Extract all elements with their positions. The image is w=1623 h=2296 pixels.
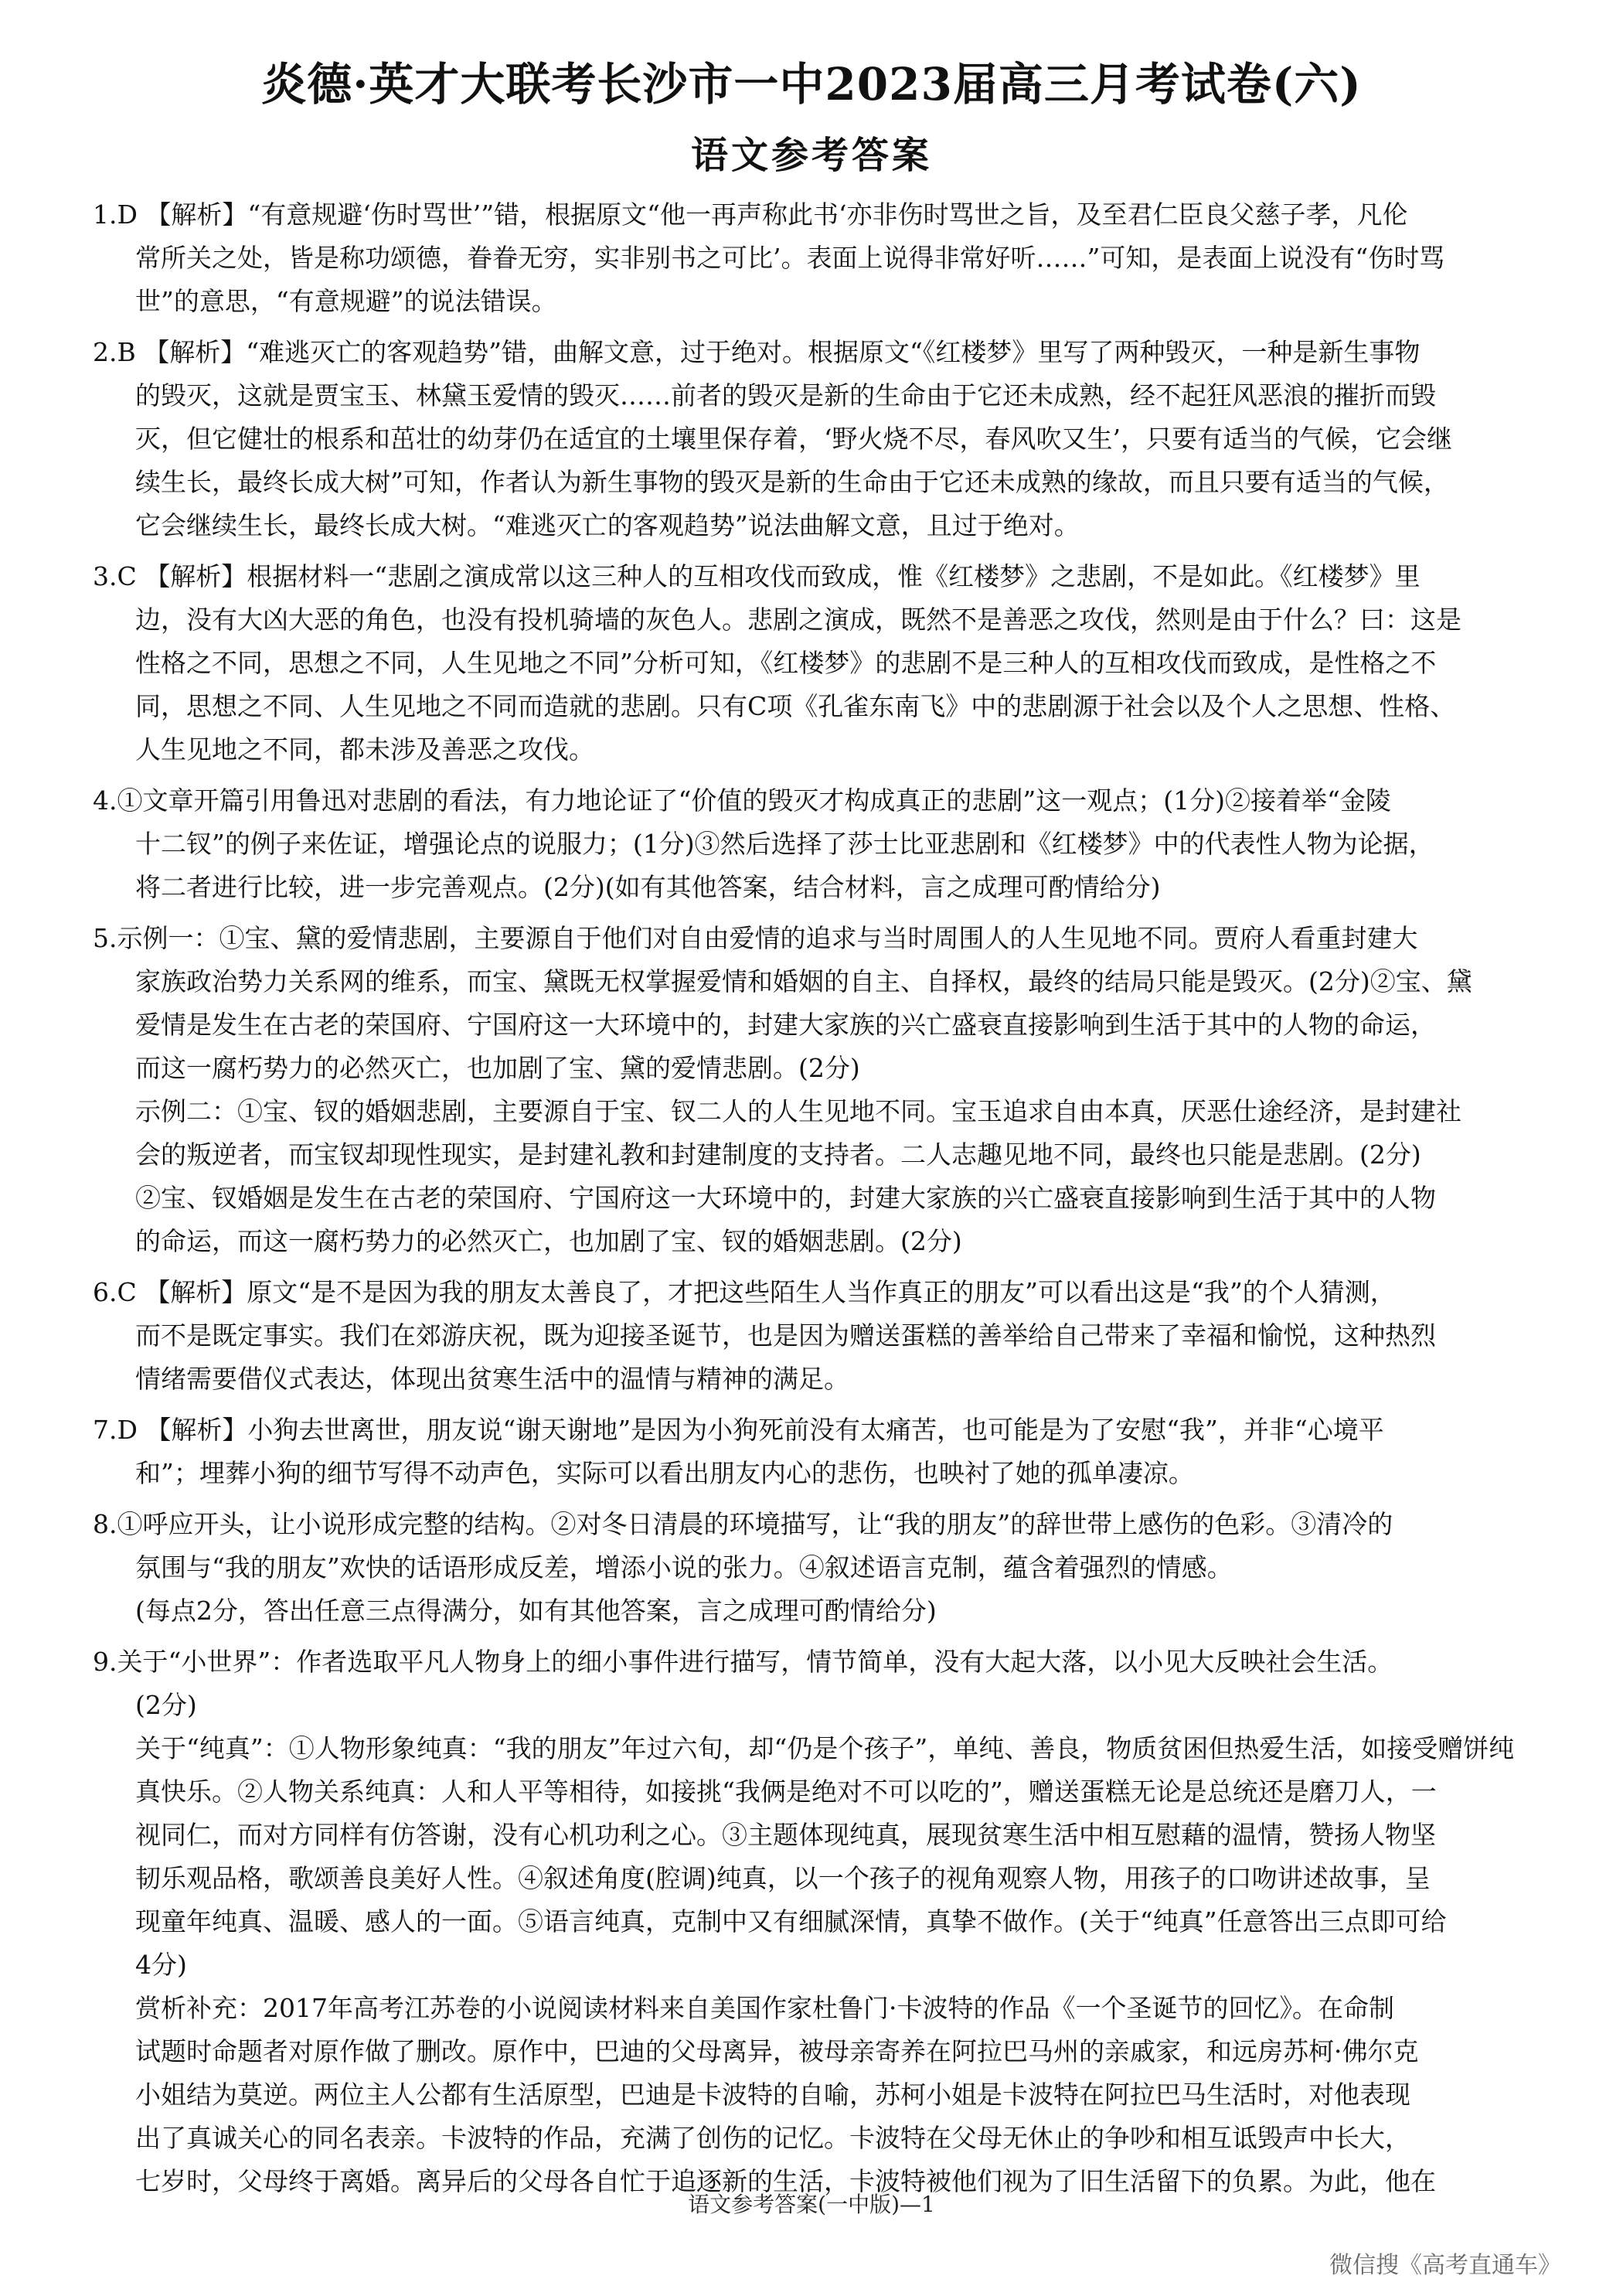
answer-line: 试题时命题者对原作做了删改。原作中，巴迪的父母离异，被母亲寄养在阿拉巴马州的亲戚家，和远房苏柯·佛尔克 xyxy=(135,2036,1419,2066)
answer-line: 7.D 【解析】小狗去世离世，朋友说“谢天谢地”是因为小狗死前没有太痛苦，也可能是为了安慰“我”，并非“心境平 xyxy=(93,1415,1384,1445)
answer-line: 真快乐。②人物关系纯真：人和人平等相待，如接挑“我俩是绝对不可以吃的”，赠送蛋糕无论是总统还是磨刀人，一 xyxy=(135,1777,1437,1807)
answer-line: 世”的意思，“有意规避”的说法错误。 xyxy=(135,286,557,316)
answer-9 xyxy=(93,1640,1546,2203)
answer-line: 5.示例一：①宝、黛的爱情悲剧，主要源自于他们对自由爱情的追求与当时周围人的人生见地不同。贾府人看重封建大 xyxy=(93,923,1418,953)
answer-line: 七岁时，父母终于离婚。离异后的父母各自忙于追逐新的生活，卡波特被他们视为了旧生活留下的负累。为此，他在 xyxy=(135,2166,1436,2196)
answer-line: 3.C 【解析】根据材料一“悲剧之演成常以这三种人的互相攻伐而致成，惟《红楼梦》之悲剧，不是如此。《红楼梦》里 xyxy=(93,561,1421,591)
answer-line: (2分) xyxy=(135,1690,197,1720)
answer-line: 赏析补充：2017年高考江苏卷的小说阅读材料来自美国作家杜鲁门·卡波特的作品《一个圣诞节的回忆》。在命制 xyxy=(135,1993,1394,2023)
answer-line: 9.关于“小世界”：作者选取平凡人物身上的细小事件进行描写，情节简单，没有大起大落，以小见大反映社会生活。 xyxy=(93,1647,1393,1677)
answer-5 xyxy=(93,917,1546,1263)
answer-line: 示例二：①宝、钗的婚姻悲剧，主要源自于宝、钗二人的人生见地不同。宝玉追求自由本真，厌恶仕途经济，是封建社 xyxy=(135,1096,1461,1126)
page-subtitle: 语文参考答案 xyxy=(690,134,932,177)
answer-line: 8.①呼应开头，让小说形成完整的结构。②对冬日清晨的环境描写，让“我的朋友”的辞世带上感伤的色彩。③清冷的 xyxy=(93,1509,1393,1539)
answer-line: 同，思想之不同、人生见地之不同而造就的悲剧。只有C项《孔雀东南飞》中的悲剧源于社会以及个人之思想、性格、 xyxy=(135,691,1456,721)
answer-line: 会的叛逆者，而宝钗却现性现实，是封建礼教和封建制度的支持者。二人志趣见地不同，最终也只能是悲剧。(2分) xyxy=(135,1139,1421,1170)
page-footer: 语文参考答案(一中版)—1 xyxy=(688,2192,935,2217)
answers-list xyxy=(93,193,1546,2211)
answer-line: 出了真诚关心的同名表亲。卡波特的作品，充满了创伤的记忆。卡波特在父母无休止的争吵和相互诋毁声中长大， xyxy=(135,2123,1410,2153)
answer-line: 情绪需要借仪式表达，体现出贫寒生活中的温情与精神的满足。 xyxy=(135,1364,849,1394)
answer-line: 续生长，最终长成大树”可知，作者认为新生事物的毁灭是新的生命由于它还未成熟的缘故，而且只要有适当的气候， xyxy=(135,467,1449,497)
answer-line: 4.①文章开篇引用鲁迅对悲剧的看法，有力地论证了“价值的毁灭才构成真正的悲剧”这一观点；(1分)②接着举“金陵 xyxy=(93,785,1391,816)
answer-line: 2.B 【解析】“难逃灭亡的客观趋势”错，曲解文意，过于绝对。根据原文“《红楼梦》里写了两种毁灭，一种是新生事物 xyxy=(93,337,1421,367)
answer-line: 爱情是发生在古老的荣国府、宁国府这一大环境中的，封建大家族的兴亡盛衰直接影响到生活于其中的人物的命运， xyxy=(135,1010,1436,1040)
answer-line: 的命运，而这一腐朽势力的必然灭亡，也加剧了宝、钗的婚姻悲剧。(2分) xyxy=(135,1226,962,1256)
watermark: 微信搜《高考直通车》 xyxy=(1329,2252,1561,2279)
answer-line: 将二者进行比较，进一步完善观点。(2分)(如有其他答案，结合材料，言之成理可酌情给分) xyxy=(135,872,1161,902)
answer-line: 6.C 【解析】原文“是不是因为我的朋友太善良了，才把这些陌生人当作真正的朋友”可以看出这是“我”的个人猜测， xyxy=(93,1277,1396,1307)
answer-line: 常所关之处，皆是称功颂德，眷眷无穷，实非别书之可比’。表面上说得非常好听……”可知，是表面上说没有“伤时骂 xyxy=(135,243,1445,273)
answer-1 xyxy=(93,193,1546,323)
answer-line: (每点2分，答出任意三点得满分，如有其他答案，言之成理可酌情给分) xyxy=(135,1596,937,1626)
answer-line: 4分) xyxy=(135,1950,187,1980)
answer-4 xyxy=(93,779,1546,909)
answer-line: 和”；埋葬小狗的细节写得不动声色，实际可以看出朋友内心的悲伤，也映衬了她的孤单凄凉。 xyxy=(135,1458,1194,1488)
answer-line: 而不是既定事实。我们在郊游庆祝，既为迎接圣诞节，也是因为赠送蛋糕的善举给自己带来了幸福和愉悦，这种热烈 xyxy=(135,1320,1436,1351)
answer-line: 家族政治势力关系网的维系，而宝、黛既无权掌握爱情和婚姻的自主、自择权，最终的结局只能是毁灭。(2分)②宝、黛 xyxy=(135,966,1472,996)
answer-8 xyxy=(93,1503,1546,1633)
answer-line: 而这一腐朽势力的必然灭亡，也加剧了宝、黛的爱情悲剧。(2分) xyxy=(135,1053,860,1083)
answer-3 xyxy=(93,555,1546,772)
answer-line: ②宝、钗婚姻是发生在古老的荣国府、宁国府这一大环境中的，封建大家族的兴亡盛衰直接影响到生活于其中的人物 xyxy=(135,1183,1436,1213)
answer-line: 人生见地之不同，都未涉及善恶之攻伐。 xyxy=(135,734,594,765)
page-title: 炎德·英才大联考长沙市一中2023届高三月考试卷(六) xyxy=(261,58,1362,111)
answer-line: 性格之不同，思想之不同，人生见地之不同”分析可知，《红楼梦》的悲剧不是三种人的互相攻伐而致成，是性格之不 xyxy=(135,648,1437,678)
answer-line: 小姐结为莫逆。两位主人公都有生活原型，巴迪是卡波特的自喻，苏柯小姐是卡波特在阿拉巴马生活时，对他表现 xyxy=(135,2080,1410,2110)
answer-line: 氛围与“我的朋友”欢快的话语形成反差，增添小说的张力。④叙述语言克制，蕴含着强烈的情感。 xyxy=(135,1552,1233,1582)
answer-line: 1.D 【解析】“有意规避‘伤时骂世’”错，根据原文“他一再声称此书‘亦非伤时骂世之旨，及至君仁臣良父慈子孝，凡伦 xyxy=(93,199,1408,230)
answer-line: 视同仁，而对方同样有仿答谢，没有心机功利之心。③主题体现纯真，展现贫寒生活中相互慰藉的温情，赞扬人物坚 xyxy=(135,1820,1436,1850)
answer-line: 灭，但它健壮的根系和茁壮的幼芽仍在适宜的土壤里保存着，‘野火烧不尽，春风吹又生’，只要有适当的气候，它会继 xyxy=(135,424,1452,454)
answer-line: 现童年纯真、温暖、感人的一面。⑤语言纯真，克制中又有细腻深情，真挚不做作。(关于“纯真”任意答出三点即可给 xyxy=(135,1906,1447,1937)
answer-line: 十二钗”的例子来佐证，增强论点的说服力；(1分)③然后选择了莎士比亚悲剧和《红楼梦》中的代表性人物为论据， xyxy=(135,829,1434,859)
answer-line: 它会继续生长，最终长成大树。“难逃灭亡的客观趋势”说法曲解文意，且过于绝对。 xyxy=(135,510,1080,540)
answer-line: 关于“纯真”：①人物形象纯真：“我的朋友”年过六旬，却“仍是个孩子”，单纯、善良，物质贫困但热爱生活，如接受赠饼纯 xyxy=(135,1733,1515,1763)
answer-line: 韧乐观品格，歌颂善良美好人性。④叙述角度(腔调)纯真，以一个孩子的视角观察人物，用孩子的口吻讲述故事，呈 xyxy=(135,1863,1431,1893)
answer-line: 边，没有大凶大恶的角色，也没有投机骑墙的灰色人。悲剧之演成，既然不是善恶之攻伐，然则是由于什么？曰：这是 xyxy=(135,605,1461,635)
answer-6 xyxy=(93,1271,1546,1401)
answer-7 xyxy=(93,1409,1546,1495)
answer-2 xyxy=(93,331,1546,547)
answer-line: 的毁灭，这就是贾宝玉、林黛玉爱情的毁灭……前者的毁灭是新的生命由于它还未成熟，经不起狂风恶浪的摧折而毁 xyxy=(135,380,1436,410)
